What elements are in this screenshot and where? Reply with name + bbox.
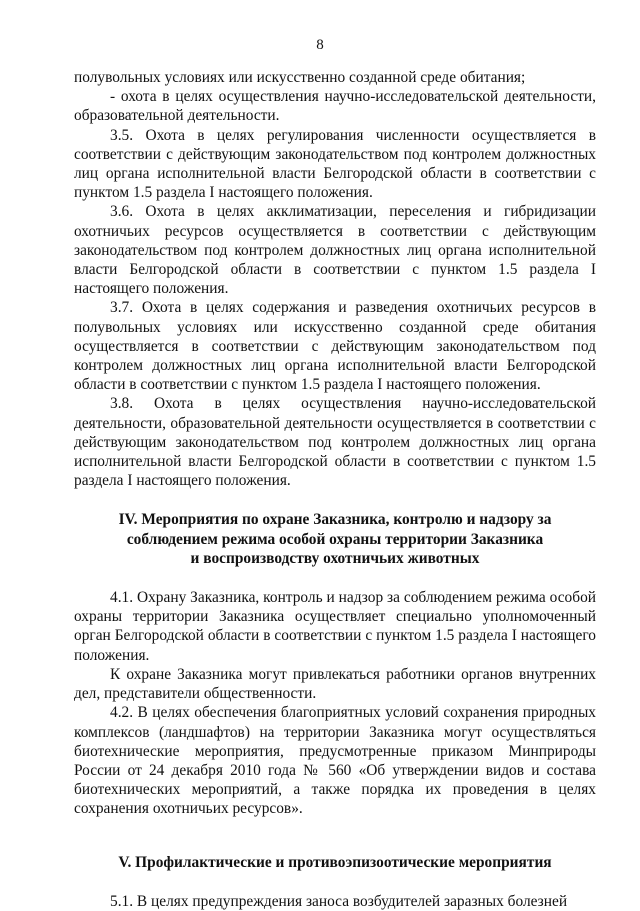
section-5-heading: V. Профилактические и противоэпизоотические мероприятия	[118, 853, 552, 871]
paragraph-continuation: полувольных условиях или искусственно созданной среде обитания;	[74, 69, 526, 86]
section-4-heading-line: соблюдением режима особой охраны территории Заказника	[126, 530, 544, 548]
paragraph-5-1: 5.1. В целях предупреждения заноса возбудителей заразных болезней	[110, 892, 568, 910]
section-4-heading	[74, 510, 596, 568]
section-4-heading-line: IV. Мероприятия по охране Заказника, контролю и надзору за	[118, 511, 552, 529]
paragraph-4-2: 4.2. В целях обеспечения благоприятных условий сохранения природных комплексов (ландшафтов) на территории Заказника могут осуществляться биотехнические мероприятия, предусмотренные приказом Минприроды России от 24 декабря 2010 года № 560 «Об утверждении видов и состава биотехнических мероприятий, а также порядка их проведения в целях сохранения охотничьих ресурсов».	[74, 704, 596, 818]
paragraph-3-6: 3.6. Охота в целях акклиматизации, переселения и гибридизации охотничьих ресурсов осуществляется в соответствии с действующим законодательством под контролем должностных лиц органа исполнительной власти Белгородской области в соответствии с пунктом 1.5 раздела I настоящего положения.	[74, 203, 596, 298]
paragraph-4-1-guards: К охране Заказника могут привлекаться работники органов внутренних дел, представители общественности.	[74, 665, 596, 703]
document-body	[74, 68, 596, 911]
paragraph-3-5: 3.5. Охота в целях регулирования численности осуществляется в соответствии с действующим законодательством под контролем должностных лиц органа исполнительной власти Белгородской области в соответствии с пунктом 1.5 раздела I настоящего положения.	[74, 126, 596, 202]
page-number: 8	[316, 37, 324, 53]
paragraph-3-7: 3.7. Охота в целях содержания и разведения охотничьих ресурсов в полувольных условиях или искусственно созданной среде обитания осуществляется в соответствии с действующим законодательством под контролем должностных лиц органа исполнительной власти Белгородской области в соответствии с пунктом 1.5 раздела I настоящего положения.	[74, 299, 596, 394]
paragraph-3-8: 3.8. Охота в целях осуществления научно-исследовательской деятельности, образовательной деятельности осуществляется в соответствии с действующим законодательством под контролем должностных лиц органа исполнительной власти Белгородской области в соответствии с пунктом 1.5 раздела I настоящего положения.	[74, 395, 596, 490]
section-4-heading-line: и воспроизводству охотничьих животных	[190, 549, 480, 567]
paragraph-4-1: 4.1. Охрану Заказника, контроль и надзор за соблюдением режима особой охраны территории Заказника осуществляет специально уполномоченный орган Белгородской области в соответствии с пунктом 1.5 раздела I настоящего положения.	[74, 589, 596, 664]
paragraph-hunting-research: - охота в целях осуществления научно-исследовательской деятельности, образовательной деятельности.	[74, 88, 596, 125]
